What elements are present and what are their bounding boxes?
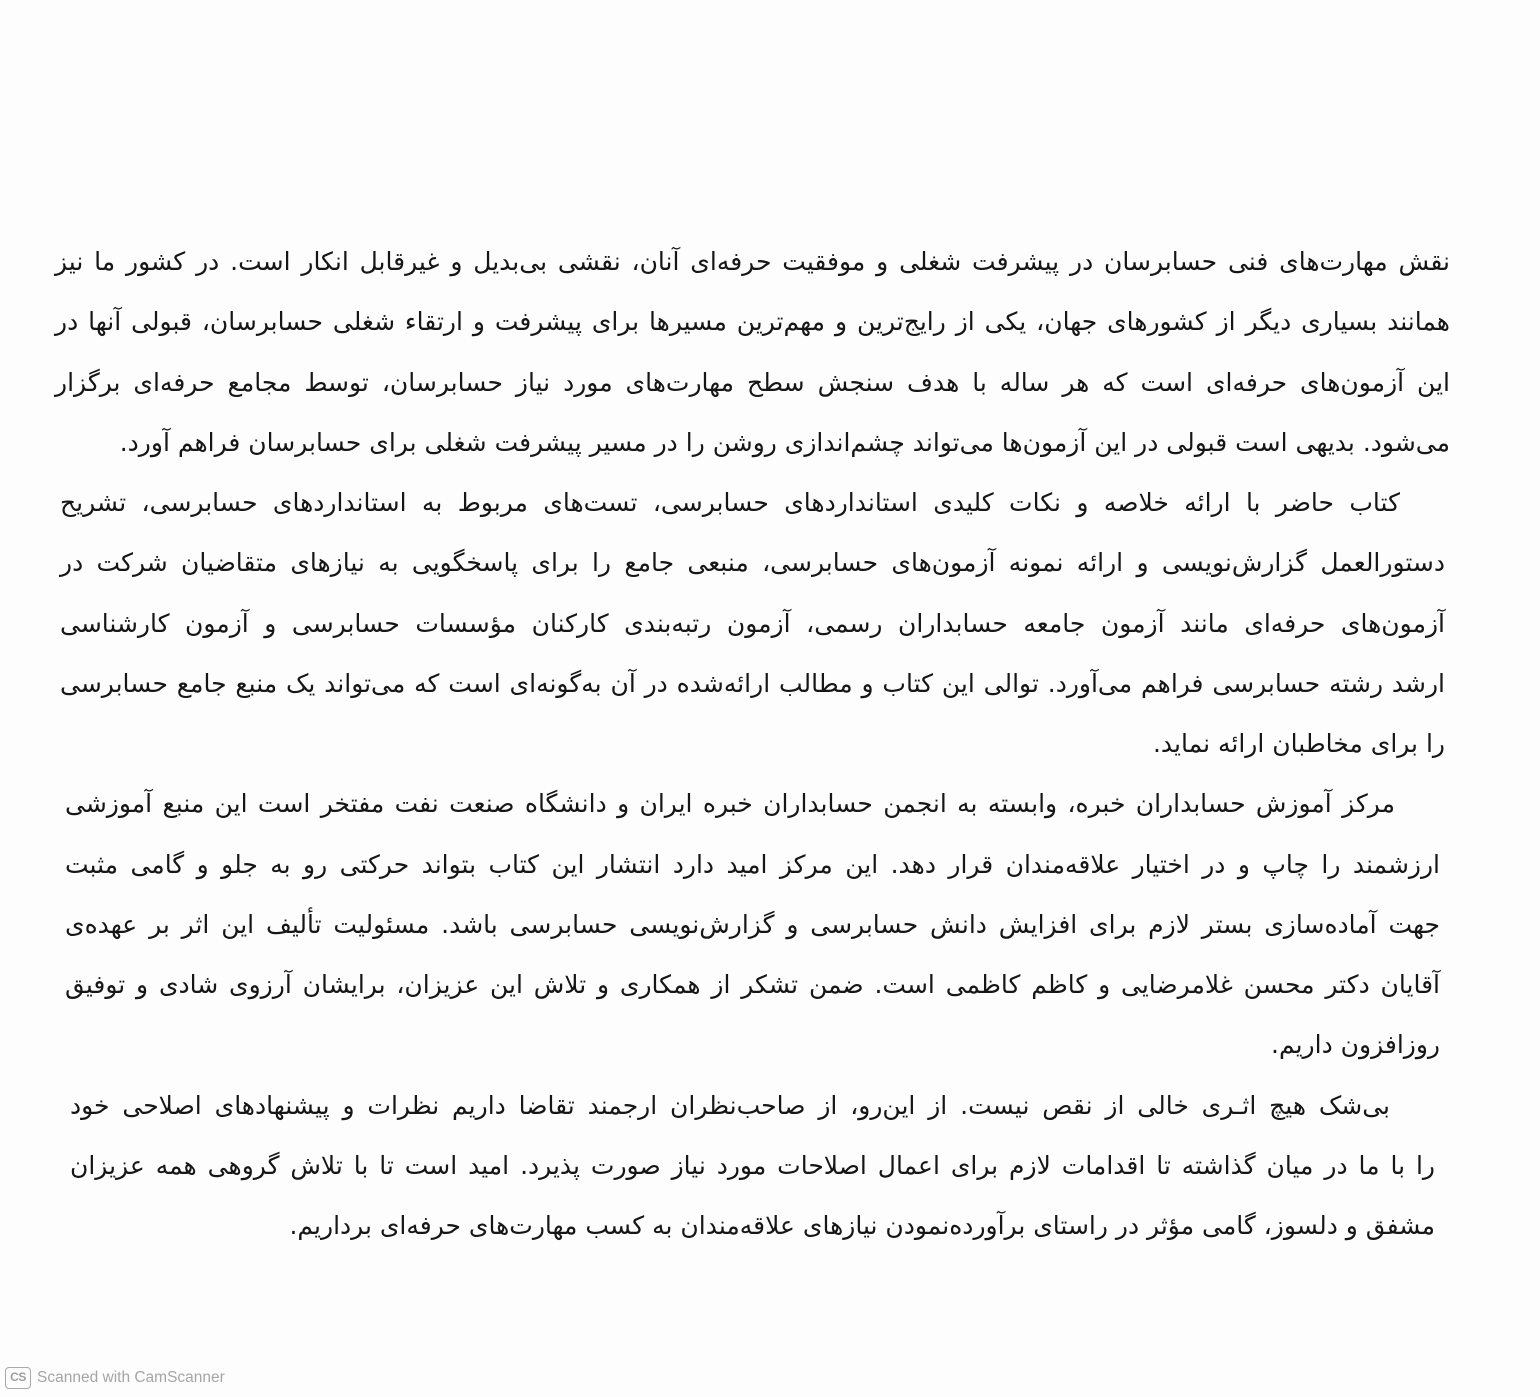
text-line: دستورالعمل گزارش‌نویسی و ارائه نمونه آزمون‌های حسابرسی، منبعی جامع را برای پاسخگویی به نیازهای متقاضیان شرکت در <box>60 548 1445 578</box>
paragraph-4 <box>70 1076 1435 1257</box>
text-line: کتاب حاضر با ارائه خلاصه و نکات کلیدی استانداردهای حسابرسی، تست‌های مربوط به استانداردهای حسابرسی، تشریح <box>60 488 1400 517</box>
text-line: مشفق و دلسوز، گامی مؤثر در راستای برآورده‌نمودن نیازهای علاقه‌مندان به کسب مهارت‌های حرفه‌ای برداریم. <box>289 1211 1435 1240</box>
text-line: بی‌شک هیچ اثـری خالی از نقص نیست. از این‌رو، از صاحب‌نظران ارجمند تقاضا داریم نظرات و پیشنهادهای اصلاحی خود <box>70 1090 1390 1120</box>
text-line: این آزمون‌های حرفه‌ای است که هر ساله با هدف سنجش سطح مهارت‌های مورد نیاز حسابرسان، توسط مجامع حرفه‌ای برگزار <box>55 367 1450 397</box>
camscanner-watermark <box>5 1366 225 1390</box>
paragraph-2 <box>60 473 1445 774</box>
paragraph-3 <box>65 774 1440 1075</box>
text-line: آزمون‌های حرفه‌ای مانند آزمون جامعه حسابداران رسمی، آزمون رتبه‌بندی کارکنان مؤسسات حسابرسی و آزمون کارشناسی <box>60 608 1445 638</box>
text-line: جهت آماده‌سازی بستر لازم برای افزایش دانش حسابرسی و گزارش‌نویسی حسابرسی باشد. مسئولیت تألیف این اثر بر عهده‌ی <box>65 909 1440 939</box>
text-line: را برای مخاطبان ارائه نماید. <box>1152 729 1445 758</box>
camscanner-label: Scanned with CamScanner <box>37 1369 225 1386</box>
text-line: می‌شود. بدیهی است قبولی در این آزمون‌ها می‌تواند چشم‌اندازی روشن را در مسیر پیشرفت شغلی برای حسابرسان فراهم آورد. <box>119 427 1450 457</box>
text-line: را با ما در میان گذاشته تا اقدامات لازم برای اعمال اصلاحات مورد نیاز صورت پذیرد. امید است تا با تلاش گروهی همه عزیزان <box>70 1150 1435 1180</box>
text-line: ارشد رشته حسابرسی فراهم می‌آورد. توالی این کتاب و مطالب ارائه‌شده در آن به‌گونه‌ای است که می‌تواند یک منبع جامع حسابرسی <box>60 668 1445 698</box>
text-line: ارزشمند را چاپ و در اختیار علاقه‌مندان قرار دهد. این مرکز امید دارد انتشار این کتاب بتواند حرکتی رو به جلو و گامی مثبت <box>65 849 1440 879</box>
camscanner-logo-icon: CS <box>5 1367 31 1389</box>
text-line: روزافزون داریم. <box>1271 1030 1440 1060</box>
paragraph-1 <box>55 232 1450 473</box>
text-line: آقایان دکتر محسن غلامرضایی و کاظم کاظمی است. ضمن تشکر از همکاری و تلاش این عزیزان، برایشان آرزوی شادی و توفیق <box>65 970 1440 999</box>
text-line: همانند بسیاری دیگر از کشورهای جهان، یکی از رایج‌ترین و مهم‌ترین مسیرها برای پیشرفت و ارتقاء شغلی حسابرسان، قبولی آنها در <box>55 307 1450 337</box>
document-body <box>0 232 1540 1256</box>
text-line: نقش مهارت‌های فنی حسابرسان در پیشرفت شغلی و موفقیت حرفه‌ای آنان، نقشی بی‌بدیل و غیرقابل انکار است. در کشور ما نیز <box>55 247 1450 276</box>
text-line: مرکز آموزش حسابداران خبره، وابسته به انجمن حسابداران خبره ایران و دانشگاه صنعت نفت مفتخر است این منبع آموزشی <box>65 789 1395 819</box>
